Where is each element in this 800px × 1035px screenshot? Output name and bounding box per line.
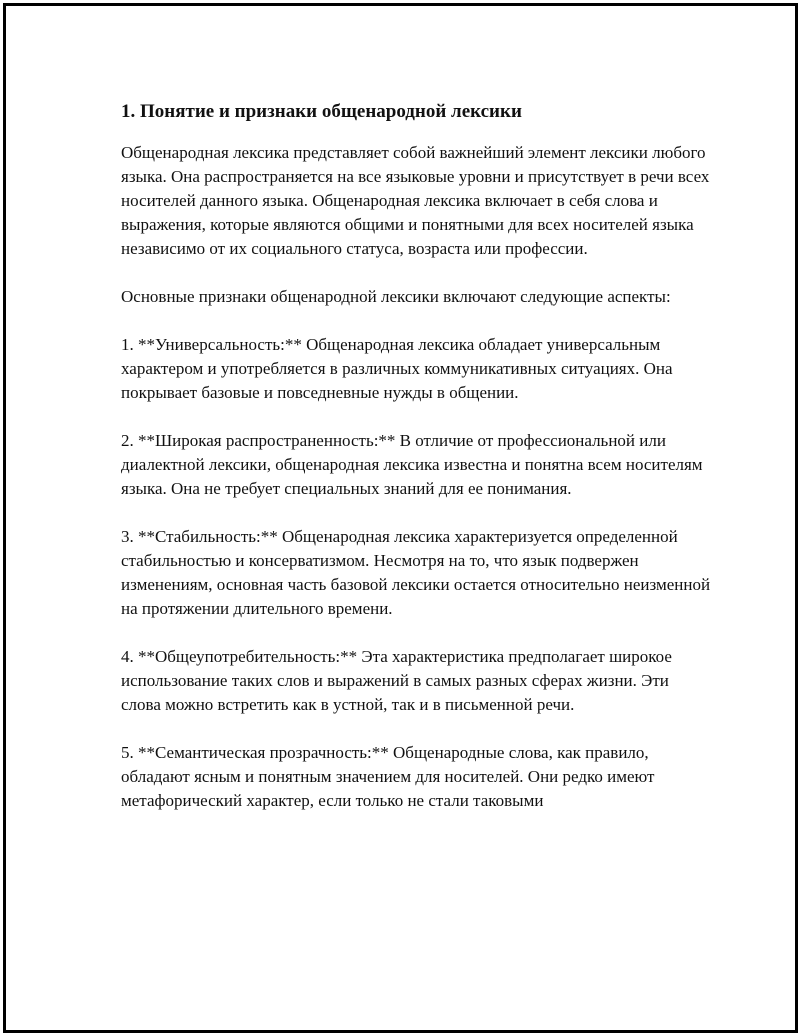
feature-common-usage-paragraph: 4. **Общеупотребительность:** Эта характеристика предполагает широкое использование таких слов и выражений в самых разных сферах жизни. Эти слова можно встретить как в устной, так и в письменной речи.: [121, 647, 672, 714]
feature-stability-paragraph: 3. **Стабильность:** Общенародная лексика характеризуется определенной стабильностью и консерватизмом. Несмотря на то, что язык подвержен изменениям, основная часть базовой лексики остается относительно неизменной на протяжении длительного времени.: [121, 527, 711, 618]
features-intro-paragraph: Основные признаки общенародной лексики включают следующие аспекты:: [121, 287, 671, 306]
document-content: [121, 99, 711, 837]
feature-semantic-transparency-paragraph: 5. **Семантическая прозрачность:** Общенародные слова, как правило, обладают ясным и понятным значением для носителей. Они редко имеют метафорический характер, если только не стали таковыми: [121, 743, 655, 810]
feature-universality-paragraph: 1. **Универсальность:** Общенародная лексика обладает универсальным характером и употребляется в различных коммуникативных ситуациях. Она покрывает базовые и повседневные нужды в общении.: [121, 335, 673, 402]
section-title: 1. Понятие и признаки общенародной лексики: [121, 101, 522, 122]
feature-prevalence-paragraph: 2. **Широкая распространенность:** В отличие от профессиональной или диалектной лексики, общенародная лексика известна и понятна всем носителям языка. Она не требует специальных знаний для ее понимания.: [121, 431, 703, 498]
intro-paragraph: Общенародная лексика представляет собой важнейший элемент лексики любого языка. Она распространяется на все языковые уровни и присутствует в речи всех носителей данного языка. Общенародная лексика включает в себя слова и выражения, которые являются общими и понятными для всех носителей языка независимо от их социального статуса, возраста или профессии.: [121, 143, 710, 258]
document-page: [3, 3, 798, 1033]
